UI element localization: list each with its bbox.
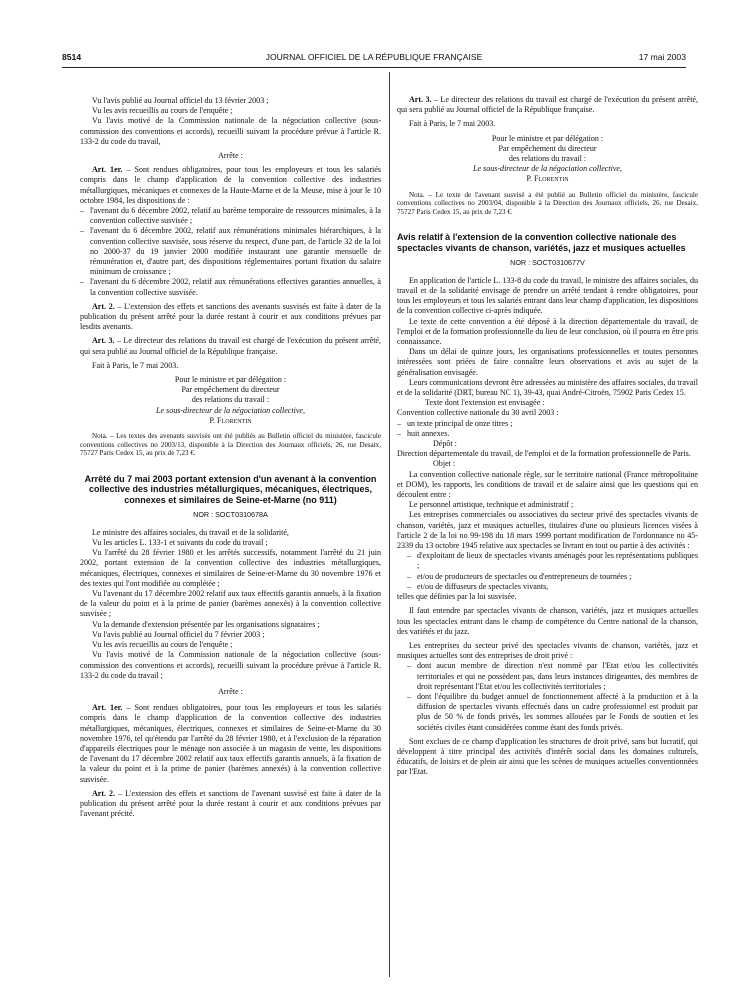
article-label: Art. 3. [409,95,432,104]
convention-line: Convention collective nationale du 30 avril 2003 : [397,408,559,418]
article-label: Art. 1er. [92,165,123,175]
column-divider [389,72,390,977]
signature-line: des relations du travail : [508,154,587,164]
article-text: – L'extension des effets et sanctions de l'avenant susvisé est faite à dater de la publication du présent arrêté pour la durée restant à courir et aux conditions prévues par l'avenant précité. [80,788,382,819]
header-rule [62,67,686,68]
paragraph: Les entreprises commerciales ou associatives du secteur privé des spectacles vivants de chanson, variétés, jazz et musiques actuelles, titulaires d'une ou plusieurs licences visées à l'article 2 de la loi no 99-198 du 18 mars 1999 portant modification de l'ordonnance no 45-2339 du 13 octobre 1945 relative aux spectacles se livrant en tout ou partie à des activités : [397,510,698,551]
right-column [397,95,698,778]
texte-label: Texte dont l'extension est envisagée : [425,398,545,408]
notice-title: Avis relatif à l'extension de la convention collective nationale des spectacles vivants de chanson, variétés, jazz et musiques actuelles [397,232,686,253]
article-text: – L'extension des effets et sanctions des avenants susvisés est faite à dater de la publication du présent arrêté pour la durée restant à courir et aux conditions prévues par lesdits avenants. [80,301,381,332]
article-2 [80,789,381,820]
list-item: – l'avenant du 6 décembre 2002, relatif aux rémunérations minimales hiérarchiques, à la convention collective susvisée, sous réserve du respect, d'une part, de l'article 32 de la loi no 2000-37 du 19 janvier 2000 modifiée instaurant une garantie mensuelle de rémunération et, d'autre part, des dispositions réglementaires portant fixation du salaire minimum de croissance ; [80,226,381,277]
signature-line: Par empêchement du directeur [181,385,280,395]
paragraph: Les entreprises du secteur privé des spectacles vivants de chanson, variétés, jazz et musiques actuelles sont des entreprises de droit privé : [397,640,698,661]
paragraph: Vu l'arrêté du 28 février 1980 et les arrêtés successifs, notamment l'arrêté du 21 juin 2002, portant extension de la convention collective des industries métallurgiques, mécaniques, électriques, connexes et similaires de Seine-et-Marne du 30 novembre 1976 et des textes qui l'ont modifiée ou complétée ; [80,548,381,588]
article-3 [397,95,698,115]
arrete-heading: Arrête : [218,151,243,161]
paragraph: Il faut entendre par spectacles vivants de chanson, variétés, jazz et musiques actuelles tous les spectacles entrant dans le champ de compétence du Centre national de la chanson, des variétés et du jazz. [397,606,698,636]
issue-date: 17 mai 2003 [638,52,686,62]
signature-line: Pour le ministre et par délégation : [174,375,287,385]
paragraph: Leurs communications devront être adressées au ministère des affaires sociales, du travail et de la solidarité (DRT, bureau NC 1), 39-43, quai André-Citroën, 75902 Paris Cedex 15. [397,377,698,398]
fait-line: Fait à Paris, le 7 mai 2003. [92,360,179,370]
paragraph: En application de l'article L. 133-8 du code du travail, le ministre des affaires sociales, du travail et de la solidarité envisage de prendre un arrêté tendant à rendre obligatoires, pour tous les employeurs et tous les salariés entrant dans leur champ d'application, les dispositions de la convention collective ci-après indiquée. [397,275,698,316]
nota: Nota. – Les textes des avenants susvisés ont été publiés au Bulletin officiel du ministère, fascicule conventions collectives no 2003/13, disponible à la Direction des Journaux officiels, 26, rue Desaix, 75727 Paris Cedex 15, au prix de 7,23 €. [80,432,381,458]
paragraph: Vu la demande d'extension présentée par les organisations signataires ; [92,619,320,629]
paragraph: La convention collective nationale règle, sur le territoire national (France métropolitaine et DOM), les rapports, les conditions de travail et de salaire ainsi que les questions qui en découlent entre : [397,469,698,500]
signatory-name: P. Florentin [209,415,252,425]
article-1 [80,165,381,206]
page-number: 8514 [62,52,82,62]
signature-line: Pour le ministre et par délégation : [491,133,604,143]
decree-title: Arrêté du 7 mai 2003 portant extension d'un avenant à la convention collective des industries métallurgiques, mécaniques, électriques, connexes et similaires de Seine-et-Marne (no 911) [84,473,377,506]
nota: Nota. – Le texte de l'avenant susvisé a été publié au Bulletin officiel du ministère, fascicule conventions collectives no 2003/04, disponible à la Direction des Journaux officiels, 26, rue Desaix, 75727 Paris Cedex 15, au prix de 7,23 €. [397,190,698,216]
depot-label: Dépôt : [433,439,457,449]
signature-line: Par empêchement du directeur [498,143,597,153]
paragraph: Le ministre des affaires sociales, du travail et de la solidarité, [92,527,289,537]
paragraph: telles que définies par la loi susvisée. [397,592,517,602]
paragraph: Vu les avis recueillis au cours de l'enquête ; [92,106,233,116]
list-item: – dont aucun membre de direction n'est nommé par l'Etat et/ou les collectivités territoriales et qui ne possèdent pas, dans leurs instances dirigeantes, des membres de droit représentant l'Etat et/ou les collectivités territoriales ; [407,661,698,691]
article-text: – Sont rendues obligatoires, pour tous les employeurs et tous les salariés compris dans le champ d'application de la convention collective des industries métallurgiques, mécaniques, électriques, connexes et similaires de Seine-et-Marne du 30 novembre 1976, tel qu'étendu par l'arrêté du 28 février 1980, et à l'exclusion de la réparation d'appareils électriques pour le ménage non associée à un magasin de vente, les dispositions de l'avenant du 17 décembre 2002 relatif aux taux effectifs garantis annuels, à la fixation de la valeur du point et à la prime de panier (barèmes annexés) à la convention collective susvisée. [80,703,381,784]
paragraph: Sont exclues de ce champ d'application les structures de droit privé, sans but lucratif, qui développent à titre principal des activités d'intérêt social dans les domaines culturels, éducatifs, de loisirs et de plein air ainsi que les scènes de musiques actuelles conventionnées par l'Etat. [397,736,698,777]
list-item: – et/ou de producteurs de spectacles ou d'entrepreneurs de tournées ; [407,571,632,581]
list-item: – l'avenant du 6 décembre 2002, relatif aux rémunérations effectives garanties annuelles, à la convention collective susvisée. [80,277,381,297]
signature-line: des relations du travail : [191,395,270,405]
article-text: – Le directeur des relations du travail est chargé de l'exécution du présent arrêté, qui sera publié au Journal officiel de la République française. [397,95,699,115]
list-item: – et/ou de diffuseurs de spectacles vivants, [407,581,549,591]
signature-title: Le sous-directeur de la négociation collective, [156,405,305,415]
article-label: Art. 1er. [92,703,123,713]
list-item: – dont l'équilibre du budget annuel de fonctionnement affecté à la production et à la diffusion de spectacles vivants effectués dans un cadre professionnel est produit par plus de 50 % de fonds privés, les sommes allouées par le Fonds de soutien et les sociétés civiles étant considérées comme étant des fonds privés. [407,691,698,732]
signatory-name: P. Florentin [526,174,569,184]
list-item: – huit annexes. [397,428,450,438]
arrete-heading: Arrête : [218,686,243,696]
paragraph: Vu l'avis publié au Journal officiel du 7 février 2003 ; [92,629,265,639]
journal-title: JOURNAL OFFICIEL DE LA RÉPUBLIQUE FRANÇAISE [265,52,483,62]
paragraph: Vu l'avenant du 17 décembre 2002 relatif aux taux effectifs garantis annuels, à la fixation de la valeur du point et à la prime de panier (barèmes annexés) à la convention collective susvisée ; [80,589,381,619]
paragraph: Dans un délai de quinze jours, les organisations professionnelles et toutes personnes intéressées sont priées de faire connaître leurs observations et avis au sujet de la généralisation envisagée. [397,347,698,377]
nor-reference: NOR : SOCT0310677V [510,257,585,267]
article-text: – Le directeur des relations du travail est chargé de l'exécution du présent arrêté, qui sera publié au Journal officiel de la République française. [80,336,382,356]
paragraph: Le texte de cette convention a été déposé à la direction départementale du travail, de l'emploi et de la formation professionnelle du lieu de leur conclusion, où il pourra en être pris connaissance. [397,316,698,347]
paragraph: Vu l'avis publié au Journal officiel du 13 février 2003 ; [92,96,269,105]
article-text: – Sont rendues obligatoires, pour tous les employeurs et tous les salariés compris dans le champ d'application de la convention collective des industries métallurgiques, mécaniques et connexes de la Haute-Marne et de la Meuse, mise à jour le 10 octobre 1984, les dispositions de : [80,165,381,205]
page-header [62,52,686,66]
depot-text: Direction départementale du travail, de l'emploi et de la formation professionnelle de Paris. [397,449,691,459]
article-label: Art. 3. [92,336,115,346]
paragraph: Vu l'avis motivé de la Commission nationale de la négociation collective (sous-commission des conventions et accords), recueilli suivant la procédure prévue à l'article R. 133-2 du code du travail, [80,116,381,146]
article-2 [80,302,381,333]
paragraph: Vu l'avis motivé de la Commission nationale de la négociation collective (sous-commission des conventions et accords), recueilli suivant la procédure prévue à l'article R. 133-2 du code du travail ; [80,650,381,680]
paragraph: Le personnel artistique, technique et administratif ; [409,500,574,510]
list-item: – un texte principal de onze titres ; [397,418,513,428]
signature-title: Le sous-directeur de la négociation collective, [473,164,622,174]
article-3 [80,336,381,356]
paragraph: Vu les avis recueillis au cours de l'enquête ; [92,640,233,650]
objet-label: Objet : [433,459,456,469]
left-column [80,96,381,819]
nor-reference: NOR : SOCT0310678A [193,509,268,519]
paragraph: Vu les articles L. 133-1 et suivants du code du travail ; [92,538,268,548]
article-1 [80,703,381,785]
article-label: Art. 2. [92,301,115,311]
article-label: Art. 2. [92,788,116,798]
fait-line: Fait à Paris, le 7 mai 2003. [409,119,496,129]
list-item: – l'avenant du 6 décembre 2002, relatif au barème temporaire de ressources minimales, à la convention collective susvisée ; [80,206,381,226]
list-item: – d'exploitant de lieux de spectacles vivants aménagés pour les représentations publiques ; [407,551,698,571]
